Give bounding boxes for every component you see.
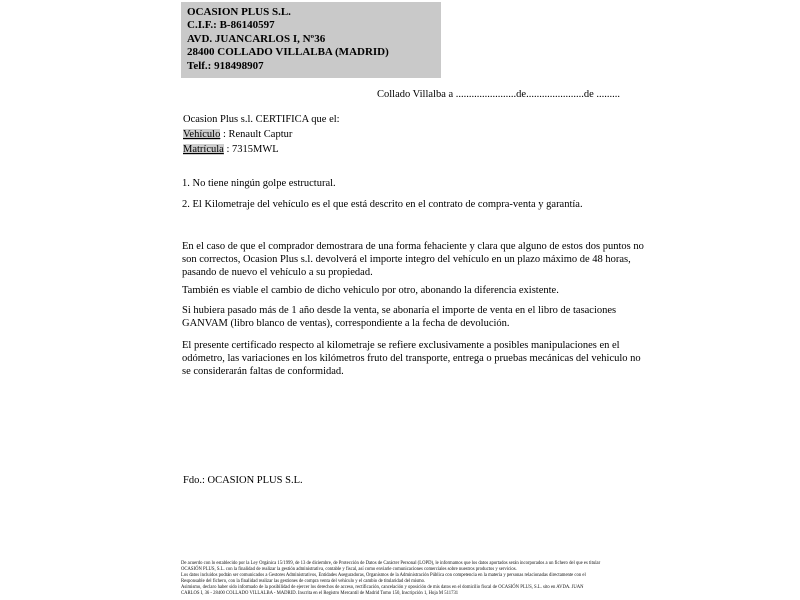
paragraph-ganvam-valuation bbox=[182, 304, 616, 330]
certification-block bbox=[183, 112, 340, 157]
paragraph-line: odómetro, las variaciones en los kilómetros fruto del transporte, entrega o pruebas mecánicas del vehiculo no bbox=[182, 353, 641, 365]
plate-value: : 7315MWL bbox=[223, 144, 279, 155]
fine-print-line: De acuerdo con lo establecido por la Ley Orgánica 15/1999, de 13 de diciembre, de Protección de Datos de Carácter Personal (LOPD), le informamos que los datos aportados serán incorporados a un fichero del que es titular bbox=[181, 561, 601, 566]
plate-label: Matrícula bbox=[183, 144, 224, 155]
fine-print-line: Asimismo, declaro haber sido informado de la posibilidad de ejercer los derechos de acceso, rectificación, cancelación y oposición de mis datos en el domicilio fiscal de OCASIÓN PLUS, S.L. sito en AVDA. JUAN bbox=[181, 584, 584, 590]
letterhead-address: AVD. JUANCARLOS I, Nº36 bbox=[187, 32, 326, 45]
fine-print-line: Responsable del fichero, con la finalidad realizar las gestiones de compra venta del vehículo y el cambio de titularidad del mismo. bbox=[181, 578, 426, 584]
letterhead bbox=[181, 2, 441, 78]
letterhead-phone: Telf.: 918498907 bbox=[187, 59, 264, 72]
date-fill-in-line: Collado Villalba a .......................de......................de ......... bbox=[377, 89, 620, 100]
signature-line: Fdo.: OCASION PLUS S.L. bbox=[183, 475, 303, 486]
paragraph-refund-terms bbox=[182, 240, 644, 280]
paragraph-line: Si hubiera pasado más de 1 año desde la venta, se abonaría el importe de venta en el libro de tasaciones bbox=[182, 305, 617, 316]
vehicle-line bbox=[183, 127, 340, 142]
numbered-point-1: 1. No tiene ningún golpe estructural. bbox=[182, 178, 336, 189]
legal-fine-print bbox=[181, 561, 600, 596]
paragraph-line: son correctos, Ocasion Plus s.l. devolverá el importe integro del vehículo en un plazo máximo de 48 horas, bbox=[182, 254, 631, 266]
plate-line bbox=[183, 142, 340, 157]
paragraph-exchange-option: También es viable el cambio de dicho vehiculo por otro, abonando la diferencia existente. bbox=[182, 285, 559, 296]
fine-print-line: OCASIÓN PLUS, S.L. con la finalidad de realizar la gestión administrativa, contable y fiscal, así como enviarle comunicaciones comerciales sobre nuestros productos y servicios. bbox=[181, 566, 517, 572]
numbered-point-2: 2. El Kilometraje del vehículo es el que está descrito en el contrato de compra-venta y garantía. bbox=[182, 199, 583, 210]
paragraph-line: El presente certificado respecto al kilometraje se refiere exclusivamente a posibles manipulaciones en el bbox=[182, 340, 620, 351]
vehicle-value: : Renault Captur bbox=[220, 129, 293, 140]
paragraph-line: En el caso de que el comprador demostrara de una forma fehaciente y clara que alguno de estos dos puntos no bbox=[182, 241, 644, 252]
letterhead-cif: C.I.F.: B-86140597 bbox=[187, 19, 275, 32]
paragraph-odometer-disclaimer bbox=[182, 339, 641, 379]
fine-print-line: CARLOS I, 36 - 28400 COLLADO VILLALBA - MADRID. Inscrita en el Registro Mercantil de Madrid Tomo 150, Inscripción 1, Hoja M 511731 bbox=[181, 590, 459, 596]
certify-intro: Ocasion Plus s.l. CERTIFICA que el: bbox=[183, 114, 340, 125]
letterhead-city: 28400 COLLADO VILLALBA (MADRID) bbox=[187, 46, 389, 59]
letterhead-company: OCASION PLUS S.L. bbox=[187, 6, 291, 18]
fine-print-line: Los datos incluidos podrán ser comunicados a Gestores Administrativos, Entidades Aseguradoras, Organismos de la Administración Pública con competencia en la materia y personas relacionadas directamente con el bbox=[181, 572, 586, 578]
paragraph-line: GANVAM (libro blanco de ventas), correspondiente a la fecha de devolución. bbox=[182, 318, 510, 330]
paragraph-line: pasando de nuevo el vehículo a su propiedad. bbox=[182, 267, 373, 279]
vehicle-label: Vehículo bbox=[183, 129, 221, 140]
paragraph-line: se considerarán faltas de conformidad. bbox=[182, 366, 344, 378]
